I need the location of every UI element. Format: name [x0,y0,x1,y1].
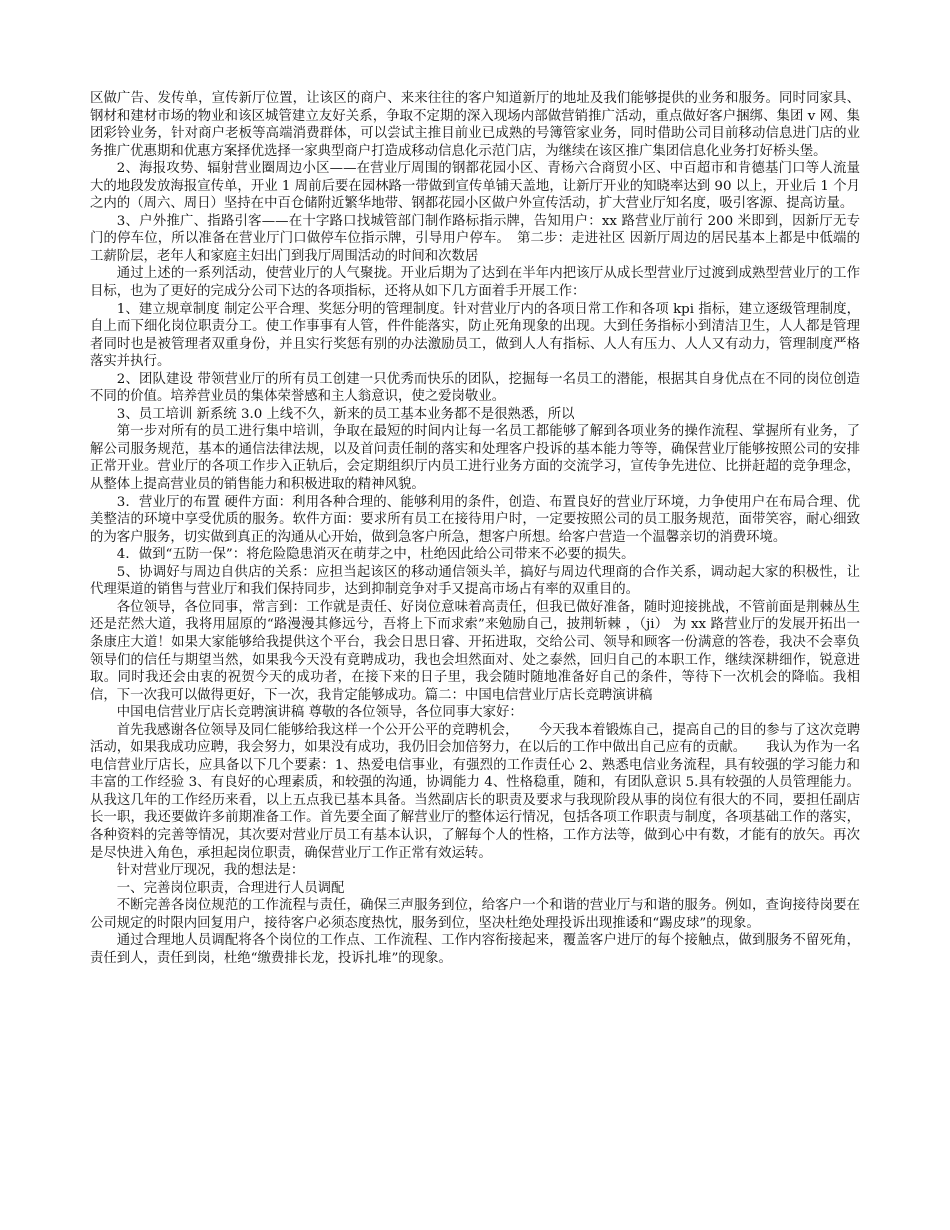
section-heading: 一、完善岗位职责，合理进行人员调配 [116,880,345,896]
paragraph-14: 首先我感谢各位领导及同仁能够给我这样一个公开公平的竞聘机会， 今天我本着锻炼自己，提高自己的目的参与了这次竞聘活动，如果我成功应聘，我会努力，如果没有成功，我仍旧会加倍努力，在以后的工作中做出自己应有的贡献。 我认为作为一名电信营业厅店长，应具备以下几个要素：1、热爱电信事业，有强烈的工作责任心 2、熟悉电信业务流程，具有较强的学习能力和丰富的工作经验 3、有良好的心理素质，和较强的沟通，协调能力 4、性格稳重，随和，有团队意识 5.具有较强的人员管理能力。从我这几年的工作经历来看，以上五点我已基本具备。当然副店长的职责及要求与我现阶段从事的岗位有很大的不同，要担任副店长一职，我还要做许多前期准备工作。首先要全面了解营业厅的整体运行情况，包括各项工作职责与制度，各项基础工作的落实，各种资料的完善等情况，其次要对营业厅员工有基本认识，了解每个人的性格，工作方法等，做到心中有数，才能有的放矢。再次是尽快进入角色，承担起岗位职责，确保营业厅工作正常有效运转。 [90,722,860,861]
paragraph-10: 4．做到“五防一保”：将危险隐患消灭在萌芽之中，杜绝因此给公司带来不必要的损失。 [116,547,635,563]
paragraph-18: 通过合理地人员调配将各个岗位的工作点、工作流程、工作内容衔接起来，覆盖客户进厅的每个接触点，做到服务不留死角，责任到人，责任到岗，杜绝“缴费排长龙，投诉扎堆”的现象。 [90,933,860,966]
paragraph-2: 2、海报攻势、辐射营业圈周边小区——在营业厅周围的钢都花园小区、青杨六合商贸小区、中百超市和肯德基门口等人流量大的地段发放海报宣传单，开业 1 周前后要在园林路一带做到宣传单铺天盖地，让新厅开业的知晓率达到 90 以上，开业后 1 个月之内的（周六、周日）坚持在中百仓储附近繁华地带、钢都花园小区做户外宣传活动，扩大营业厅知名度，吸引客源、提高访量。 [90,161,860,212]
paragraph-6: 2、团队建设 带领营业厅的所有员工创建一只优秀而快乐的团队，挖掘每一名员工的潜能，根据其自身优点在不同的岗位创造不同的价值。培养营业员的集体荣誉感和主人翁意识，使之爱岗敬业。 [90,371,860,405]
document-body [90,90,860,967]
paragraph-8: 第一步对所有的员工进行集中培训，争取在最短的时间内让每一名员工都能够了解到各项业务的操作流程、掌握所有业务，了解公司服务规范，基本的通信法律法规，以及首问责任制的落实和处理客户投诉的基本能力等等，确保营业厅能够按照公司的安排正常开业。营业厅的各项工作步入正轨后，会定期组织厅内员工进行业务方面的交流学习，宣传争先进位、比拼赶超的竞争理念，从整体上提高营业员的销售能力和积极进取的精神风貌。 [90,424,860,493]
paragraph-5: 1、建立规章制度 制定公平合理、奖惩分明的管理制度。针对营业厅内的各项日常工作和各项 kpi 指标，建立逐级管理制度，自上而下细化岗位职责分工。使工作事事有人管，件件能落实，防止死角现象的出现。大到任务指标小到清洁卫生，人人都是管理者同时也是被管理者双重身份，并且实行奖惩有别的办法激励员工，做到人人有指标、人人有压力、人人又有动力，管理制度严格落实并执行。 [90,301,860,370]
paragraph-15: 针对营业厅现况，我的想法是： [116,863,305,879]
paragraph-17: 不断完善各岗位规范的工作流程与责任，确保三声服务到位，给客户一个和谐的营业厅与和谐的服务。例如，查询接待岗要在公司规定的时限内回复用户，接待客户必须态度热忱，服务到位，坚决杜绝处理投诉出现推诿和“踢皮球”的现象。 [90,898,860,931]
paragraph-9: 3．营业厅的布置 硬件方面：利用各种合理的、能够利用的条件，创造、布置良好的营业厅环境，力争使用户在布局合理、优美整洁的环境中享受优质的服务。软件方面：要求所有员工在接待用户时，一定要按照公司的员工服务规范，面带笑容，耐心细致的为客户服务，切实做到真正的沟通从心开始，做到急客户所急，想客户所想。给客户营造一个温馨亲切的消费环境。 [90,494,860,545]
paragraph-3: 3、户外推广、指路引客——在十字路口找城管部门制作路标指示牌，告知用户：xx 路营业厅前行 200 米即到，因新厅无专门的停车位，所以准备在营业厅门口做停车位指示牌，引导用户停车。 第二步：走进社区 因新厅周边的居民基本上都是中低端的工薪阶层，老年人和家庭主妇出门到我厅周围活动的时间和次数居 [90,213,860,264]
paragraph-13: 中国电信营业厅店长竞聘演讲稿 尊敬的各位领导，各位同事大家好： [116,705,523,721]
paragraph-11: 5、协调好与周边自供店的关系：应担当起该区的移动通信领头羊，搞好与周边代理商的合作关系，调动起大家的积极性，让代理渠道的销售与营业厅和我们保持同步，达到抑制竞争对手又提高市场占有率的双重目的。 [90,564,860,598]
paragraph-7: 3、员工培训 新系统 3.0 上线不久，新来的员工基本业务都不是很熟悉，所以 [116,406,575,422]
paragraph-12: 各位领导，各位同事，常言到：工作就是责任、好岗位意味着高责任，但我已做好准备，随时迎接挑战，不管前面是荆棘丛生还是茫然大道，我将用屈原的“路漫漫其修远兮，吾将上下而求索”来勉励自己，披荆斩棘 ，（ji） 为 xx 路营业厅的发展开拓出一条康庄大道！如果大家能够给我提供这个平台，我会日思日睿、开拓进取，交给公司、领导和顾客一份满意的答卷，我决不会辜负领导们的信任与期望当然，如果我今天没有竟聘成功，我也会坦然面对、处之泰然，回归自己的本职工作，继续深耕细作，锐意进取。同时我还会由衷的祝贺今天的成功者，在接下来的日子里，我会随时随地准备好自己的条件，等待下一次机会的降临。我相信，下一次我可以做得更好，下一次，我肯定能够成功。篇二：中国电信营业厅店长竞聘演讲稿 [90,599,860,703]
paragraph-4: 通过上述的一系列活动，使营业厅的人气聚拢。开业后期为了达到在半年内把该厅从成长型营业厅过渡到成熟型营业厅的工作目标，也为了更好的完成分公司下达的各项指标，还将从如下几方面着手开展工作： [90,266,860,300]
paragraph-1: 区做广告、发传单，宣传新厅位置，让该区的商户、来来往往的客户知道新厅的地址及我们能够提供的业务和服务。同时同家具、钢材和建材市场的物业和该区城管建立友好关系，争取不定期的深入现场内部做营销推广活动，重点做好客户捆绑、集团 v 网、集团彩铃业务，针对商户老板等高端消费群体，可以尝试主推目前业已成熟的号簿管家业务，同时借助公司目前移动信息进门店的业务推广优惠期和优惠方案择优选择一家典型商户打造成移动信息化示范门店，为继续在该区推广集团信息化业务打好桥头堡。 [90,91,860,159]
